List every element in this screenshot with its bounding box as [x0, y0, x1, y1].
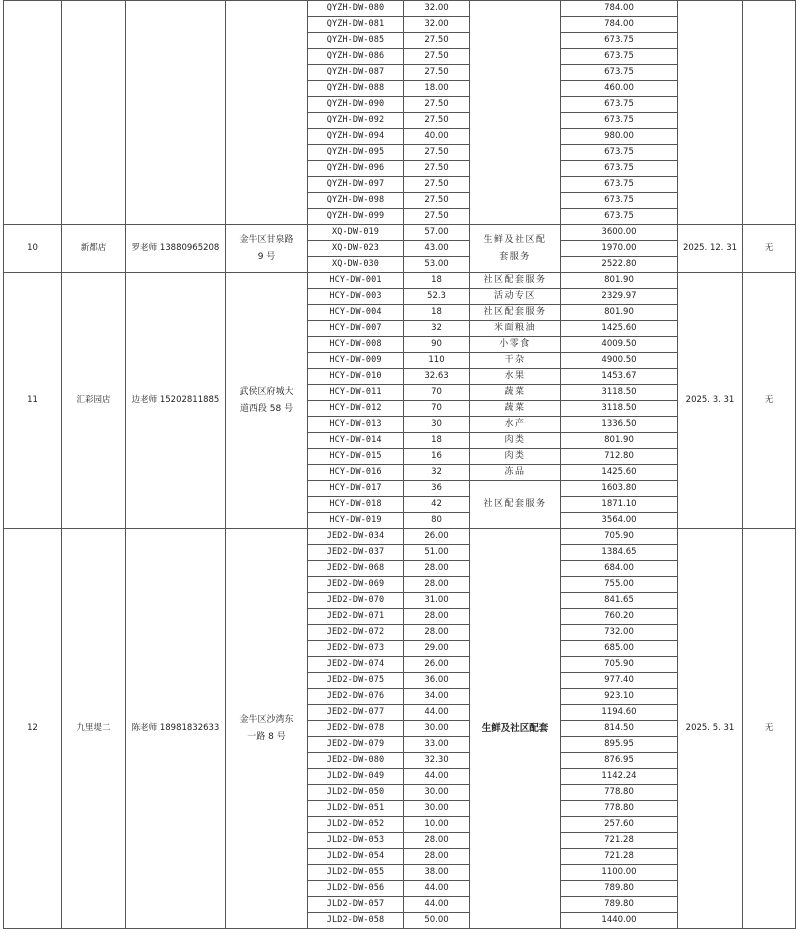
stall-code-cell: JED2-DW-079: [308, 737, 404, 753]
rent-cell: 3118.50: [561, 385, 678, 401]
rent-cell: 4009.50: [561, 337, 678, 353]
contact-cell: [126, 1, 226, 225]
rent-cell: 755.00: [561, 577, 678, 593]
rent-cell: 1425.60: [561, 465, 678, 481]
stall-code-cell: JED2-DW-068: [308, 561, 404, 577]
area-cell: 27.50: [404, 97, 470, 113]
rent-cell: 705.90: [561, 657, 678, 673]
stall-code-cell: JED2-DW-069: [308, 577, 404, 593]
area-cell: 18: [404, 433, 470, 449]
rent-cell: 1425.60: [561, 321, 678, 337]
stall-code-cell: HCY-DW-016: [308, 465, 404, 481]
category-cell: 水果: [470, 369, 561, 385]
area-cell: 26.00: [404, 529, 470, 545]
stall-code-cell: HCY-DW-004: [308, 305, 404, 321]
stall-code-cell: JLD2-DW-050: [308, 785, 404, 801]
stall-code-cell: QYZH-DW-086: [308, 49, 404, 65]
stall-code-cell: JLD2-DW-053: [308, 833, 404, 849]
area-cell: 28.00: [404, 625, 470, 641]
stall-code-cell: HCY-DW-008: [308, 337, 404, 353]
area-cell: 32.00: [404, 1, 470, 17]
table-row: [4, 225, 796, 241]
store-name-cell: [62, 1, 126, 225]
area-cell: 51.00: [404, 545, 470, 561]
area-cell: 32.63: [404, 369, 470, 385]
rent-cell: 2522.80: [561, 257, 678, 273]
area-cell: 57.00: [404, 225, 470, 241]
area-cell: 27.50: [404, 161, 470, 177]
stall-code-cell: HCY-DW-013: [308, 417, 404, 433]
area-cell: 27.50: [404, 65, 470, 81]
rent-cell: 841.65: [561, 593, 678, 609]
category-cell: [470, 1, 561, 225]
stall-code-cell: JED2-DW-072: [308, 625, 404, 641]
store-number-cell: 10: [4, 225, 62, 273]
rent-cell: 778.80: [561, 801, 678, 817]
category-cell: 社区配套服务: [470, 305, 561, 321]
area-cell: 70: [404, 401, 470, 417]
table-row: [4, 273, 796, 289]
stall-code-cell: JLD2-DW-051: [308, 801, 404, 817]
store-number-cell: 12: [4, 529, 62, 929]
area-cell: 53.00: [404, 257, 470, 273]
note-cell: 无: [743, 529, 796, 929]
table-row: [4, 1, 796, 17]
rent-cell: 673.75: [561, 145, 678, 161]
rent-cell: 876.95: [561, 753, 678, 769]
rent-cell: 895.95: [561, 737, 678, 753]
area-cell: 52.3: [404, 289, 470, 305]
rent-cell: 684.00: [561, 561, 678, 577]
stall-code-cell: QYZH-DW-080: [308, 1, 404, 17]
area-cell: 27.50: [404, 33, 470, 49]
category-cell: 肉类: [470, 433, 561, 449]
rent-cell: 801.90: [561, 433, 678, 449]
area-cell: 70: [404, 385, 470, 401]
rent-cell: 784.00: [561, 17, 678, 33]
area-cell: 18: [404, 273, 470, 289]
rent-cell: 1603.80: [561, 481, 678, 497]
stall-code-cell: QYZH-DW-085: [308, 33, 404, 49]
rent-cell: 778.80: [561, 785, 678, 801]
rent-cell: 1336.50: [561, 417, 678, 433]
area-cell: 30.00: [404, 721, 470, 737]
area-cell: 90: [404, 337, 470, 353]
area-cell: 27.50: [404, 177, 470, 193]
rent-cell: 705.90: [561, 529, 678, 545]
area-cell: 28.00: [404, 833, 470, 849]
area-cell: 110: [404, 353, 470, 369]
rent-cell: 673.75: [561, 193, 678, 209]
lease-table-body: [4, 1, 796, 929]
address-cell: [226, 1, 308, 225]
rent-cell: 789.80: [561, 881, 678, 897]
stall-code-cell: QYZH-DW-095: [308, 145, 404, 161]
address-cell: 武侯区府城大道西段 58 号: [226, 273, 308, 529]
store-number-cell: [4, 1, 62, 225]
stall-code-cell: JED2-DW-070: [308, 593, 404, 609]
lease-table: [3, 0, 796, 929]
area-cell: 27.50: [404, 49, 470, 65]
rent-cell: 673.75: [561, 113, 678, 129]
rent-cell: 784.00: [561, 1, 678, 17]
stall-code-cell: XQ-DW-030: [308, 257, 404, 273]
stall-code-cell: JED2-DW-078: [308, 721, 404, 737]
stall-code-cell: HCY-DW-003: [308, 289, 404, 305]
store-name-cell: 九里堤二: [62, 529, 126, 929]
stall-code-cell: QYZH-DW-094: [308, 129, 404, 145]
rent-cell: 1100.00: [561, 865, 678, 881]
category-cell: 社区配套服务: [470, 481, 561, 529]
stall-code-cell: QYZH-DW-092: [308, 113, 404, 129]
address-cell: 金牛区沙湾东一路 8 号: [226, 529, 308, 929]
stall-code-cell: JLD2-DW-056: [308, 881, 404, 897]
area-cell: 33.00: [404, 737, 470, 753]
rent-cell: 673.75: [561, 97, 678, 113]
rent-cell: 732.00: [561, 625, 678, 641]
stall-code-cell: HCY-DW-001: [308, 273, 404, 289]
area-cell: 32.30: [404, 753, 470, 769]
rent-cell: 685.00: [561, 641, 678, 657]
rent-cell: 673.75: [561, 161, 678, 177]
area-cell: 32: [404, 321, 470, 337]
category-cell: 社区配套服务: [470, 273, 561, 289]
area-cell: 50.00: [404, 913, 470, 929]
area-cell: 18: [404, 305, 470, 321]
rent-cell: 1453.67: [561, 369, 678, 385]
rent-cell: 3118.50: [561, 401, 678, 417]
area-cell: 27.50: [404, 193, 470, 209]
stall-code-cell: HCY-DW-012: [308, 401, 404, 417]
stall-code-cell: JLD2-DW-058: [308, 913, 404, 929]
stall-code-cell: JLD2-DW-057: [308, 897, 404, 913]
stall-code-cell: JED2-DW-073: [308, 641, 404, 657]
note-cell: [743, 1, 796, 225]
stall-code-cell: QYZH-DW-097: [308, 177, 404, 193]
rent-cell: 673.75: [561, 65, 678, 81]
area-cell: 16: [404, 449, 470, 465]
stall-code-cell: HCY-DW-010: [308, 369, 404, 385]
area-cell: 30: [404, 417, 470, 433]
expiry-date-cell: 2025. 3. 31: [678, 273, 743, 529]
note-cell: 无: [743, 273, 796, 529]
area-cell: 34.00: [404, 689, 470, 705]
rent-cell: 712.80: [561, 449, 678, 465]
category-cell: 水产: [470, 417, 561, 433]
stall-code-cell: JED2-DW-076: [308, 689, 404, 705]
category-cell: 生鲜及社区配套: [470, 529, 561, 929]
category-cell: 小零食: [470, 337, 561, 353]
area-cell: 43.00: [404, 241, 470, 257]
area-cell: 42: [404, 497, 470, 513]
stall-code-cell: JED2-DW-074: [308, 657, 404, 673]
area-cell: 36.00: [404, 673, 470, 689]
area-cell: 30.00: [404, 801, 470, 817]
rent-cell: 1871.10: [561, 497, 678, 513]
rent-cell: 4900.50: [561, 353, 678, 369]
stall-code-cell: JLD2-DW-054: [308, 849, 404, 865]
rent-cell: 1194.60: [561, 705, 678, 721]
stall-code-cell: HCY-DW-011: [308, 385, 404, 401]
area-cell: 28.00: [404, 561, 470, 577]
rent-cell: 3600.00: [561, 225, 678, 241]
area-cell: 32: [404, 465, 470, 481]
area-cell: 30.00: [404, 785, 470, 801]
stall-code-cell: HCY-DW-015: [308, 449, 404, 465]
area-cell: 38.00: [404, 865, 470, 881]
rent-cell: 760.20: [561, 609, 678, 625]
stall-code-cell: HCY-DW-017: [308, 481, 404, 497]
category-cell: 蔬菜: [470, 401, 561, 417]
rent-cell: 673.75: [561, 33, 678, 49]
stall-code-cell: JED2-DW-075: [308, 673, 404, 689]
area-cell: 44.00: [404, 769, 470, 785]
rent-cell: 257.60: [561, 817, 678, 833]
area-cell: 28.00: [404, 849, 470, 865]
rent-cell: 801.90: [561, 273, 678, 289]
area-cell: 27.50: [404, 113, 470, 129]
category-cell: 干杂: [470, 353, 561, 369]
area-cell: 28.00: [404, 577, 470, 593]
stall-code-cell: JLD2-DW-049: [308, 769, 404, 785]
stall-code-cell: QYZH-DW-090: [308, 97, 404, 113]
stall-code-cell: JED2-DW-071: [308, 609, 404, 625]
category-cell: 冻品: [470, 465, 561, 481]
rent-cell: 1142.24: [561, 769, 678, 785]
rent-cell: 673.75: [561, 177, 678, 193]
table-row: [4, 529, 796, 545]
category-cell: 肉类: [470, 449, 561, 465]
rent-cell: 1440.00: [561, 913, 678, 929]
stall-code-cell: JED2-DW-080: [308, 753, 404, 769]
expiry-date-cell: [678, 1, 743, 225]
rent-cell: 673.75: [561, 209, 678, 225]
rent-cell: 814.50: [561, 721, 678, 737]
area-cell: 28.00: [404, 609, 470, 625]
stall-code-cell: QYZH-DW-099: [308, 209, 404, 225]
category-cell: 生鲜及社区配套服务: [470, 225, 561, 273]
area-cell: 40.00: [404, 129, 470, 145]
store-number-cell: 11: [4, 273, 62, 529]
stall-code-cell: QYZH-DW-088: [308, 81, 404, 97]
contact-cell: 罗老师 13880965208: [126, 225, 226, 273]
category-cell: 米面粮油: [470, 321, 561, 337]
stall-code-cell: HCY-DW-009: [308, 353, 404, 369]
store-name-cell: 汇彩园店: [62, 273, 126, 529]
area-cell: 36: [404, 481, 470, 497]
area-cell: 44.00: [404, 881, 470, 897]
contact-cell: 陈老师 18981832633: [126, 529, 226, 929]
stall-code-cell: JED2-DW-077: [308, 705, 404, 721]
stall-code-cell: JED2-DW-034: [308, 529, 404, 545]
rent-cell: 673.75: [561, 49, 678, 65]
area-cell: 29.00: [404, 641, 470, 657]
area-cell: 26.00: [404, 657, 470, 673]
address-cell: 金牛区甘泉路 9 号: [226, 225, 308, 273]
rent-cell: 801.90: [561, 305, 678, 321]
rent-cell: 721.28: [561, 833, 678, 849]
stall-code-cell: QYZH-DW-098: [308, 193, 404, 209]
note-cell: 无: [743, 225, 796, 273]
area-cell: 10.00: [404, 817, 470, 833]
stall-code-cell: HCY-DW-018: [308, 497, 404, 513]
stall-code-cell: QYZH-DW-096: [308, 161, 404, 177]
area-cell: 44.00: [404, 897, 470, 913]
stall-code-cell: HCY-DW-014: [308, 433, 404, 449]
rent-cell: 923.10: [561, 689, 678, 705]
area-cell: 18.00: [404, 81, 470, 97]
area-cell: 80: [404, 513, 470, 529]
rent-cell: 1970.00: [561, 241, 678, 257]
expiry-date-cell: 2025. 5. 31: [678, 529, 743, 929]
stall-code-cell: XQ-DW-023: [308, 241, 404, 257]
stall-code-cell: QYZH-DW-087: [308, 65, 404, 81]
rent-cell: 3564.00: [561, 513, 678, 529]
area-cell: 32.00: [404, 17, 470, 33]
category-cell: 活动专区: [470, 289, 561, 305]
stall-code-cell: HCY-DW-019: [308, 513, 404, 529]
area-cell: 27.50: [404, 209, 470, 225]
category-cell: 蔬菜: [470, 385, 561, 401]
stall-code-cell: JLD2-DW-052: [308, 817, 404, 833]
contact-cell: 边老师 15202811885: [126, 273, 226, 529]
rent-cell: 2329.97: [561, 289, 678, 305]
stall-code-cell: XQ-DW-019: [308, 225, 404, 241]
stall-code-cell: JED2-DW-037: [308, 545, 404, 561]
area-cell: 31.00: [404, 593, 470, 609]
rent-cell: 980.00: [561, 129, 678, 145]
stall-code-cell: HCY-DW-007: [308, 321, 404, 337]
stall-code-cell: JLD2-DW-055: [308, 865, 404, 881]
area-cell: 27.50: [404, 145, 470, 161]
rent-cell: 721.28: [561, 849, 678, 865]
stall-code-cell: QYZH-DW-081: [308, 17, 404, 33]
rent-cell: 460.00: [561, 81, 678, 97]
rent-cell: 789.80: [561, 897, 678, 913]
store-name-cell: 新都店: [62, 225, 126, 273]
expiry-date-cell: 2025. 12. 31: [678, 225, 743, 273]
area-cell: 44.00: [404, 705, 470, 721]
rent-cell: 977.40: [561, 673, 678, 689]
rent-cell: 1384.65: [561, 545, 678, 561]
